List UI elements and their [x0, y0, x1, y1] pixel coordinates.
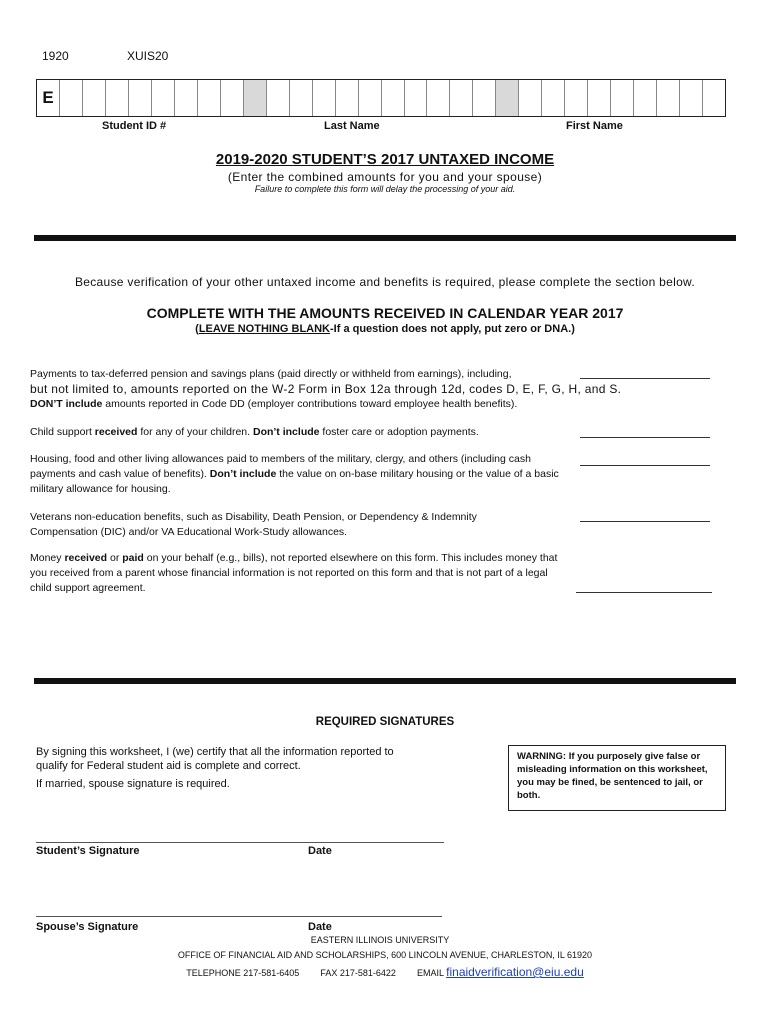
id-prefix-cell: E — [42, 88, 54, 107]
footer-email-link[interactable]: finaidverification@eiu.edu — [446, 965, 584, 979]
section-title: COMPLETE WITH THE AMOUNTS RECEIVED IN CALENDAR YEAR 2017 — [146, 305, 624, 321]
question-veterans-benefits: Veterans non-education benefits, such as Disability, Death Pension, or Dependency & Indemnity Compensation (DIC) and/or VA Educational Work-Study allowances. — [30, 511, 477, 538]
legal-warning-box: WARNING: If you purposely give false or misleading information on this worksheet, you may be fined, be sentenced to jail, or both. — [508, 745, 726, 811]
student-signature-line[interactable] — [36, 842, 444, 843]
section-note: (LEAVE NOTHING BLANK-If a question does not apply, put zero or DNA.) — [195, 323, 575, 335]
last-name-label: Last Name — [324, 120, 380, 132]
spouse-signature-label: Spouse’s Signature — [36, 921, 139, 933]
leave-nothing-blank: LEAVE NOTHING BLANK — [198, 323, 330, 335]
spouse-signature-line[interactable] — [36, 916, 442, 917]
amount-field-money-behalf[interactable] — [576, 592, 712, 593]
id-grid-cell[interactable] — [220, 80, 243, 116]
id-grid-cell[interactable] — [151, 80, 174, 116]
id-grid-cell[interactable] — [587, 80, 610, 116]
id-grid-cell[interactable] — [495, 80, 518, 116]
amount-field-housing[interactable] — [580, 465, 710, 466]
id-grid-cell[interactable] — [266, 80, 289, 116]
id-grid-cell[interactable] — [335, 80, 358, 116]
id-grid-cell[interactable] — [128, 80, 151, 116]
id-grid-cell[interactable] — [105, 80, 128, 116]
student-id-label: Student ID # — [102, 120, 167, 132]
question-housing-allowance: Housing, food and other living allowances paid to members of the military, clergy, and others (including cash payments and cash value of benefits). Don’t include the value on on-base military housing or the value of a basic military allowance for housing. — [30, 453, 559, 495]
id-grid-cell[interactable] — [381, 80, 404, 116]
id-grid-cell[interactable] — [656, 80, 679, 116]
footer-email-label: EMAIL — [416, 968, 444, 978]
question-child-support: Child support received for any of your children. Don’t include foster care or adoption payments. — [30, 426, 479, 438]
id-grid-cell[interactable] — [82, 80, 105, 116]
footer-contact — [0, 965, 770, 979]
footer-fax: FAX 217-581-6422 — [320, 968, 396, 978]
id-grid-cell[interactable] — [449, 80, 472, 116]
form-subtitle: (Enter the combined amounts for you and your spouse) — [227, 170, 543, 184]
student-id-grid[interactable] — [36, 79, 726, 117]
intro-text: Because verification of your other untaxed income and benefits is required, please complete the section below. — [74, 275, 695, 289]
first-name-label: First Name — [566, 120, 623, 132]
spouse-date-label: Date — [308, 921, 332, 933]
student-date-label: Date — [308, 845, 332, 857]
id-grid-cell[interactable] — [541, 80, 564, 116]
certification-text: By signing this worksheet, I (we) certify that all the information reported to qualify for Federal student aid is complete and correct. — [36, 746, 394, 772]
form-version-code: XUIS20 — [127, 49, 169, 63]
id-grid-cell[interactable] — [679, 80, 702, 116]
footer — [0, 935, 770, 979]
footer-office: OFFICE OF FINANCIAL AID AND SCHOLARSHIPS, 600 LINCOLN AVENUE, CHARLESTON, IL 61920 — [177, 950, 593, 960]
delay-warning: Failure to complete this form will delay the processing of your aid. — [254, 184, 516, 194]
spouse-requirement-text: If married, spouse signature is required. — [36, 778, 230, 790]
id-grid-cell[interactable] — [358, 80, 381, 116]
form-code: 1920 — [42, 49, 69, 63]
question-money-on-behalf: Money received or paid on your behalf (e.g., bills), not reported elsewhere on this form. This includes money that you received from a parent whose financial information is not reported on this form and that is not part of a legal child support agreement. — [30, 552, 558, 594]
id-grid-cell[interactable] — [610, 80, 633, 116]
id-grid-cell[interactable] — [289, 80, 312, 116]
section-divider — [34, 678, 736, 684]
id-grid-cell[interactable] — [197, 80, 220, 116]
id-grid-cell[interactable] — [426, 80, 449, 116]
id-grid-cell[interactable] — [174, 80, 197, 116]
id-grid-cell[interactable] — [633, 80, 656, 116]
form-title: 2019-2020 STUDENT’S 2017 UNTAXED INCOME — [215, 151, 555, 168]
id-grid-cell[interactable] — [472, 80, 495, 116]
amount-field-pension[interactable] — [580, 378, 710, 379]
student-signature-label: Student’s Signature — [36, 845, 140, 857]
footer-university: EASTERN ILLINOIS UNIVERSITY — [310, 935, 450, 945]
amount-field-child-support[interactable] — [580, 437, 710, 438]
footer-phone: TELEPHONE 217-581-6405 — [186, 968, 300, 978]
signatures-title: REQUIRED SIGNATURES — [315, 716, 455, 728]
id-grid-cell[interactable] — [243, 80, 266, 116]
section-divider — [34, 235, 736, 241]
id-grid-cell[interactable] — [702, 80, 725, 116]
id-grid-cell[interactable] — [59, 80, 82, 116]
id-grid-cell[interactable] — [518, 80, 541, 116]
id-grid-cell[interactable] — [312, 80, 335, 116]
question-pension-payments: Payments to tax-deferred pension and savings plans (paid directly or withheld from earnings), including, but not limited to, amounts reported on the W-2 Form in Box 12a through 12d, codes D, E, F, G, H, and S. DON’T include amounts reported in Code DD (employer contributions toward employee health benefits). — [30, 368, 622, 410]
id-grid-cell[interactable] — [564, 80, 587, 116]
amount-field-veterans[interactable] — [580, 521, 710, 522]
id-grid-cell[interactable] — [404, 80, 427, 116]
